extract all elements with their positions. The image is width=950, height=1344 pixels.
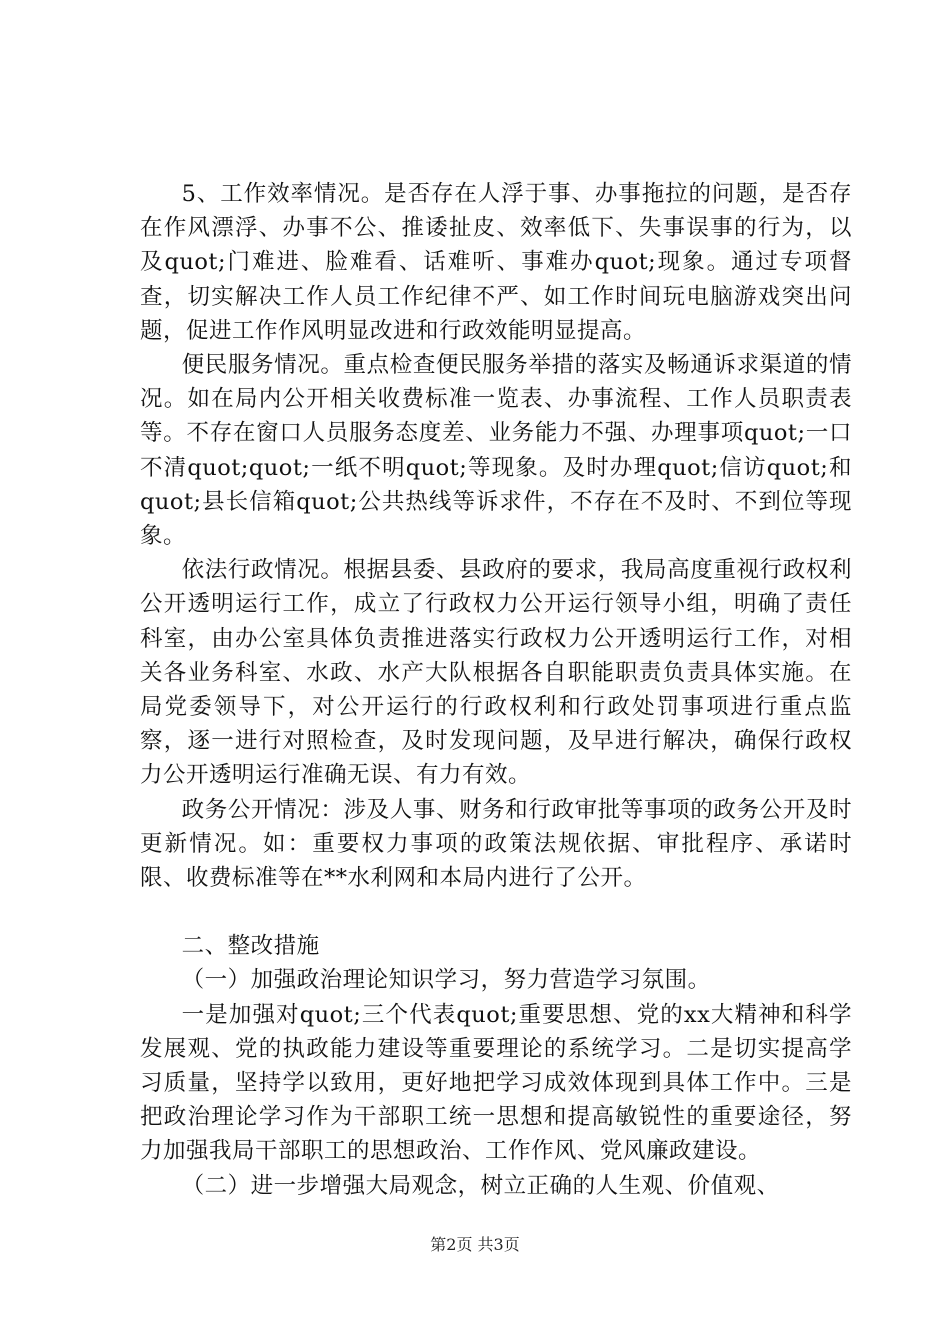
section-heading-rectification: 二、整改措施 [181, 933, 320, 960]
page-number-footer: 第2页 共3页 [430, 1235, 520, 1254]
subheading-political-study: （一）加强政治理论知识学习，努力营造学习氛围。 [181, 967, 711, 994]
document-body [140, 177, 852, 1203]
paragraph-lawful-administration: 依法行政情况。根据县委、县政府的要求，我局高度重视行政权利公开透明运行工作，成立了行政权力公开运行领导小组，明确了责任科室，由办公室具体负责推进落实行政权力公开透明运行工作，对相关各业务科室、水政、水产大队根据各自职能职责负责具体实施。在局党委领导下，对公开运行的行政权利和行政处罚事项进行重点监察，逐一进行对照检查，及时发现问题，及早进行解决，确保行政权力公开透明运行准确无误、有力有效。 [140, 557, 852, 789]
paragraph-convenience-service: 便民服务情况。重点检查便民服务举措的落实及畅通诉求渠道的情况。如在局内公开相关收费标准一览表、办事流程、工作人员职责表等。不存在窗口人员服务态度差、业务能力不强、办理事项quot;一口不清quot;quot;一纸不明quot;等现象。及时办理quot;信访quot;和quot;县长信箱quot;公共热线等诉求件，不存在不及时、不到位等现象。 [140, 352, 852, 550]
paragraph-study-measures: 一是加强对quot;三个代表quot;重要思想、党的xx大精神和科学发展观、党的执政能力建设等重要理论的系统学习。二是切实提高学习质量，坚持学以致用，更好地把学习成效体现到具体工作中。三是把政治理论学习作为干部职工统一思想和提高敏锐性的重要途径，努力加强我局干部职工的思想政治、工作作风、党风廉政建设。 [140, 1001, 852, 1165]
paragraph-government-affairs-disclosure: 政务公开情况：涉及人事、财务和行政审批等事项的政务公开及时更新情况。如：重要权力事项的政策法规依据、审批程序、承诺时限、收费标准等在**水利网和本局内进行了公开。 [140, 796, 852, 892]
subheading-overall-perspective: （二）进一步增强大局观念，树立正确的人生观、价值观、 [181, 1172, 780, 1199]
paragraph-work-efficiency: 5、工作效率情况。是否存在人浮于事、办事拖拉的问题，是否存在作风漂浮、办事不公、推诿扯皮、效率低下、失事误事的行为，以及quot;门难进、脸难看、话难听、事难办quot;现象。通过专项督查，切实解决工作人员工作纪律不严、如工作时间玩电脑游戏突出问题，促进工作作风明显改进和行政效能明显提高。 [140, 181, 852, 344]
